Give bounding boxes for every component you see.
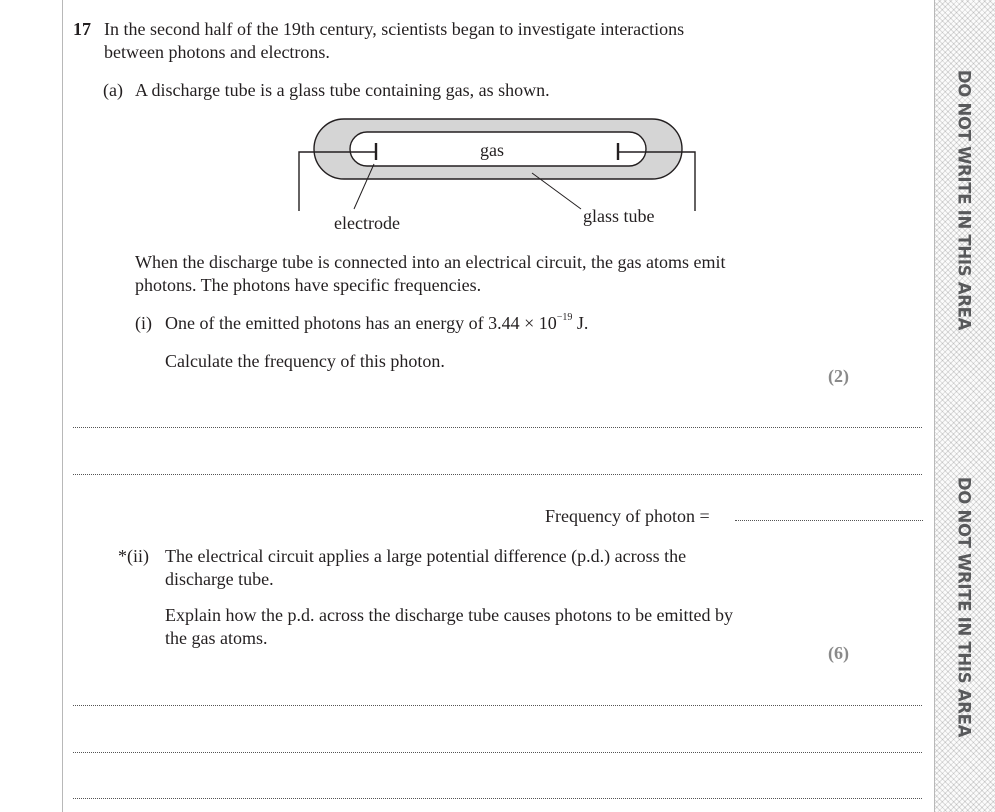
part-ii-marks: (6) (828, 643, 849, 663)
part-i-instruction: Calculate the frequency of this photon. (165, 351, 445, 371)
question-intro-line-2: between photons and electrons. (104, 42, 330, 62)
page-border-left (62, 0, 63, 812)
part-i-marks: (2) (828, 366, 849, 386)
gas-label: gas (480, 140, 504, 160)
question-intro-line-1: In the second half of the 19th century, scientists began to investigate interactions (104, 19, 685, 39)
electrode-label: electrode (334, 213, 400, 233)
part-a-context-line-1: When the discharge tube is connected into an electrical circuit, the gas atoms emit (135, 252, 726, 272)
part-a-label: (a) (103, 80, 123, 100)
part-ii-line-1: The electrical circuit applies a large potential difference (p.d.) across the (165, 546, 687, 566)
energy-exponent: −19 (556, 312, 573, 323)
answer-line[interactable] (73, 752, 922, 753)
frequency-answer-line[interactable] (735, 520, 923, 521)
question-number: 17 (73, 19, 91, 39)
part-ii-instruction-2: the gas atoms. (165, 628, 268, 648)
part-ii-label: *(ii) (118, 546, 149, 566)
part-a-text: A discharge tube is a glass tube containing gas, as shown. (135, 80, 550, 100)
part-i-text: One of the emitted photons has an energy of $3.44 \times 10^{-19}$ J. (165, 312, 589, 333)
part-i-label: (i) (135, 313, 152, 333)
part-a-context-line-2: photons. The photons have specific frequencies. (135, 275, 482, 295)
exam-page: DO NOT WRITE IN THIS AREA DO NOT WRITE IN THIS AREA 17 In the second half of the 19th century, scientists began to investigate interactions between photons and electrons. (a) A discharge tube is a glass tube containing gas, as shown. gas electrode glass tube When the discharge tube is connected into an electrical circuit, the gas atoms emit photons. The photons have specific frequencies. (i) One of the emitted photons has an energy of $3.44 \times 10^{-19}$ J. Calculate the frequency of this photon. (2) Frequency of photon = *(ii) The electrical circuit applies a large potential difference (p.d.) across the discharge tube. Explain how the p.d. across the discharge tube causes photons to be emitted by the gas atoms. (6) (0, 0, 995, 812)
answer-line[interactable] (73, 798, 922, 799)
answer-line[interactable] (73, 474, 922, 475)
part-ii-instruction-1: Explain how the p.d. across the discharge tube causes photons to be emitted by (165, 605, 734, 625)
answer-line[interactable] (73, 427, 922, 428)
part-ii-line-2: discharge tube. (165, 569, 274, 589)
frequency-answer-label: Frequency of photon = (545, 506, 710, 526)
answer-line[interactable] (73, 705, 922, 706)
discharge-tube-diagram (296, 116, 706, 241)
glass-tube-label: glass tube (583, 206, 655, 226)
